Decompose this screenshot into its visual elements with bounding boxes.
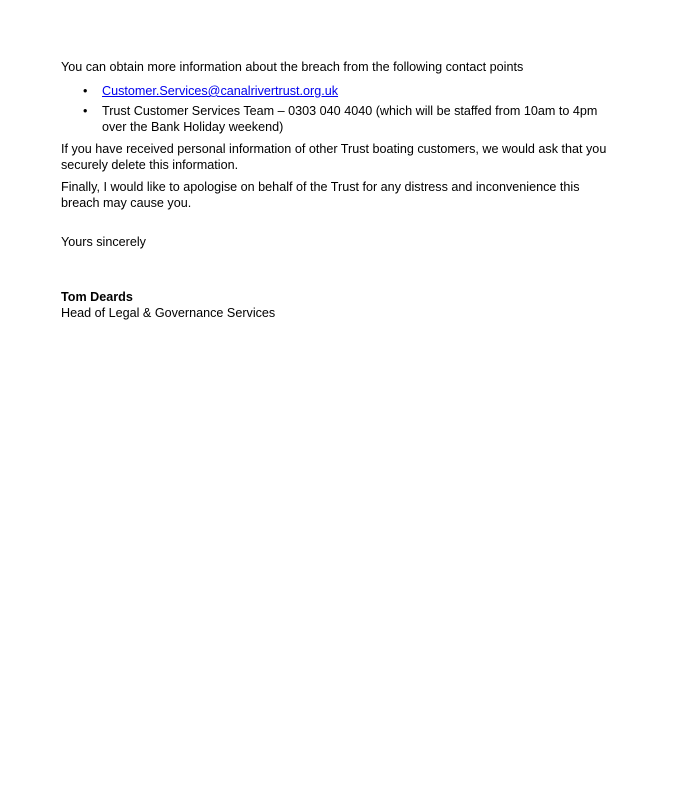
list-item	[61, 83, 621, 99]
signer-name: Tom Deards	[61, 290, 133, 304]
bullet-icon: •	[83, 84, 88, 98]
apology-paragraph: Finally, I would like to apologise on behalf of the Trust for any distress and inconvenience this breach may cause you.	[61, 180, 580, 210]
contact-points-list	[61, 83, 621, 135]
phone-contact-text: Trust Customer Services Team – 0303 040 4040 (which will be staffed from 10am to 4pm over the Bank Holiday weekend)	[102, 104, 598, 134]
email-link[interactable]: Customer.Services@canalrivertrust.org.uk	[102, 84, 339, 98]
list-item	[61, 103, 621, 135]
letter-body	[61, 59, 621, 321]
delete-info-paragraph: If you have received personal information of other Trust boating customers, we would ask that you securely delete this information.	[61, 142, 607, 172]
closing-salutation: Yours sincerely	[61, 235, 146, 249]
signer-title: Head of Legal & Governance Services	[61, 306, 276, 320]
bullet-icon: •	[83, 104, 88, 118]
intro-paragraph: You can obtain more information about the breach from the following contact points	[61, 60, 524, 74]
